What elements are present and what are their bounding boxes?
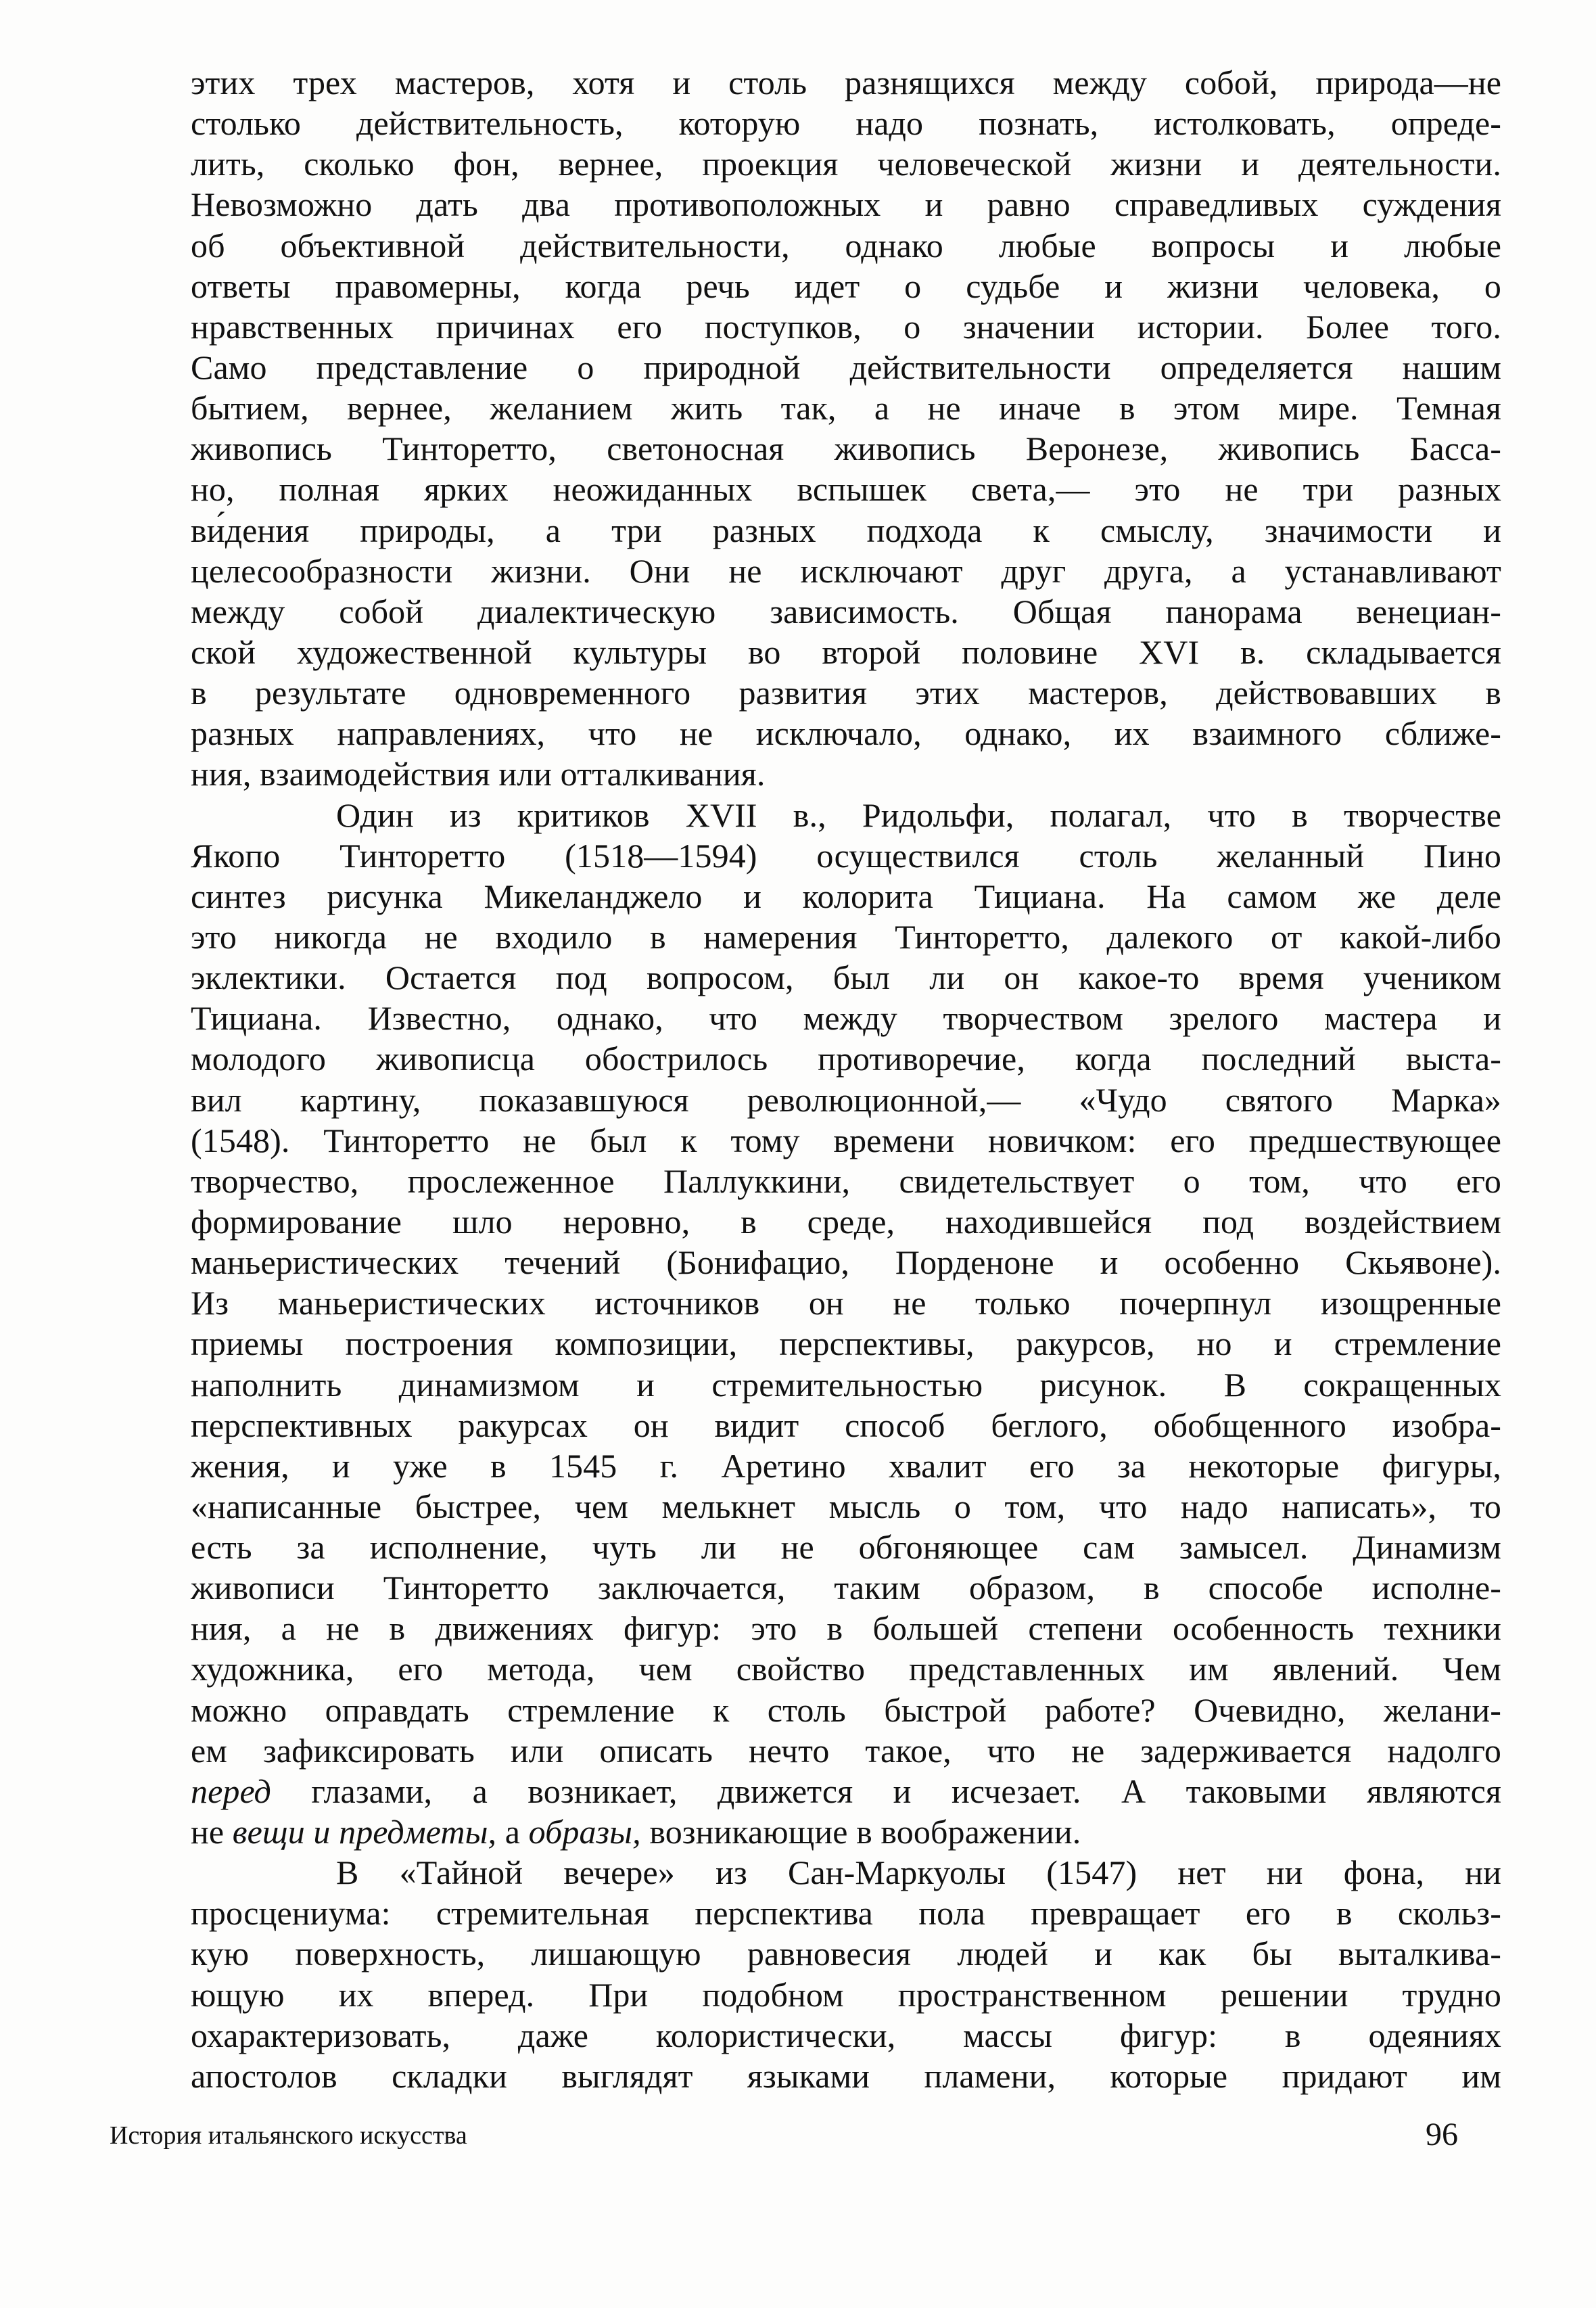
- text-line: [191, 1038, 1501, 1079]
- text-segment: ния, а не в движениях фигур: это в большей степени особенность техники: [191, 1609, 1501, 1648]
- text-line: [191, 1852, 1501, 1893]
- text-line: [191, 1567, 1501, 1608]
- text-segment: не: [191, 1813, 233, 1851]
- text-line: [191, 1283, 1501, 1323]
- text-line: [191, 306, 1501, 347]
- text-line: [191, 510, 1501, 551]
- text-line: [191, 2056, 1501, 2096]
- text-segment: художника, его метода, чем свойство представленных им явлений. Чем: [191, 1650, 1501, 1688]
- text-segment: кую поверхность, лишающую равновесия людей и как бы выталкива-: [191, 1935, 1501, 1973]
- text-line: [191, 1690, 1501, 1730]
- text-line: [191, 672, 1501, 713]
- text-line: [191, 998, 1501, 1038]
- text-line: [191, 551, 1501, 591]
- text-segment: наполнить динамизмом и стремительностью рисунок. В сокращенных: [191, 1365, 1501, 1404]
- text-line: [191, 1242, 1501, 1283]
- text-line: [191, 1405, 1501, 1446]
- text-line: [191, 225, 1501, 266]
- text-segment: но, полная ярких неожиданных вспышек света,— это не три разных: [191, 470, 1501, 509]
- text-segment: приемы построения композиции, перспективы, ракурсов, но и стремление: [191, 1324, 1501, 1363]
- text-line: [191, 143, 1501, 184]
- text-segment: в результате одновременного развития этих мастеров, действовавших в: [191, 674, 1501, 712]
- text-segment: ющую их вперед. При подобном пространственном решении трудно: [191, 1975, 1501, 2014]
- paragraph: [191, 62, 1501, 795]
- text-line: [191, 103, 1501, 143]
- text-segment: вил картину, показавшуюся революционной,— «Чудо святого Марка»: [191, 1080, 1501, 1119]
- text-segment: целесообразности жизни. Они не исключают друг друга, а устанавливают: [191, 551, 1501, 590]
- text-line: [191, 917, 1501, 957]
- text-line: [191, 1323, 1501, 1364]
- text-segment: творчество, прослеженное Паллуккини, свидетельствует о том, что его: [191, 1161, 1501, 1200]
- text-line: [191, 1364, 1501, 1405]
- text-line: [191, 266, 1501, 306]
- text-line: [191, 754, 1501, 794]
- text-segment: «написанные быстрее, чем мелькнет мысль о том, что надо написать», то: [191, 1487, 1501, 1525]
- text-line: [191, 1608, 1501, 1648]
- text-segment: столько действительность, которую надо познать, истолковать, опреде-: [191, 104, 1501, 143]
- text-segment: Из маньеристических источников он не только почерпнул изощренные: [191, 1284, 1501, 1322]
- text-segment: Невозможно дать два противоположных и равно справедливых суждения: [191, 185, 1501, 224]
- text-segment: ви́дения природы, а три разных подхода к смыслу, значимости и: [191, 511, 1501, 549]
- text-line: [191, 632, 1501, 672]
- text-segment: бытием, вернее, желанием жить так, а не иначе в этом мире. Темная: [191, 389, 1501, 428]
- text-line: [191, 1648, 1501, 1689]
- text-line: [191, 1975, 1501, 2015]
- text-segment: Якопо Тинторетто (1518—1594) осуществился столь желанный Пино: [191, 836, 1501, 875]
- text-line: [191, 1080, 1501, 1120]
- text-line: [191, 469, 1501, 509]
- text-line: [191, 1161, 1501, 1201]
- text-segment: (1548). Тинторетто не был к тому времени новичком: его предшествующее: [191, 1121, 1501, 1159]
- text-line: [191, 835, 1501, 876]
- italic-text: вещи и предметы,: [232, 1813, 497, 1851]
- running-footer-title: История итальянского искусства: [110, 2121, 467, 2150]
- text-line: [191, 795, 1501, 835]
- text-line: [191, 1201, 1501, 1242]
- text-segment: Само представление о природной действительности определяется нашим: [191, 348, 1501, 386]
- text-line: [191, 1730, 1501, 1771]
- text-line: [191, 184, 1501, 225]
- text-line: [191, 2015, 1501, 2056]
- text-line: [191, 62, 1501, 103]
- text-segment: живопись Тинторетто, светоносная живопись Веронезе, живопись Басса-: [191, 430, 1501, 468]
- text-line: [191, 428, 1501, 469]
- text-segment: ния, взаимодействия или отталкивания.: [191, 755, 766, 793]
- italic-text: образы,: [528, 1813, 641, 1851]
- italic-text: перед: [191, 1772, 271, 1810]
- text-segment: разных направлениях, что не исключало, однако, их взаимного сближе-: [191, 714, 1501, 753]
- text-line: [191, 1446, 1501, 1486]
- text-segment: живописи Тинторетто заключается, таким образом, в способе исполне-: [191, 1569, 1501, 1607]
- text-line: [191, 876, 1501, 917]
- text-segment: маньеристических течений (Бонифацио, Порденоне и особенно Скьявоне).: [191, 1243, 1501, 1282]
- text-segment: Один из критиков XVII в., Ридольфи, полагал, что в творчестве: [336, 795, 1501, 834]
- text-segment: ской художественной культуры во второй половине XVI в. складывается: [191, 632, 1501, 671]
- text-segment: ем зафиксировать или описать нечто такое, что не задерживается надолго: [191, 1731, 1501, 1770]
- text-segment: возникающие в воображении.: [640, 1813, 1081, 1851]
- text-line: [191, 388, 1501, 428]
- text-segment: синтез рисунка Микеланджело и колорита Тициана. На самом же деле: [191, 877, 1501, 915]
- text-segment: эклектики. Остается под вопросом, был ли он какое-то время учеником: [191, 959, 1501, 997]
- text-line: [191, 1893, 1501, 1933]
- text-segment: это никогда не входило в намерения Тинторетто, далекого от какой-либо: [191, 917, 1501, 956]
- text-segment: охарактеризовать, даже колористически, массы фигур: в одеяниях: [191, 2016, 1501, 2054]
- text-line: [191, 591, 1501, 632]
- paragraph: [191, 795, 1501, 1853]
- body-text: [191, 62, 1501, 2096]
- text-segment: есть за исполнение, чуть ли не обгоняющее сам замысел. Динамизм: [191, 1528, 1501, 1567]
- text-segment: Тициана. Известно, однако, что между творчеством зрелого мастера и: [191, 999, 1501, 1038]
- text-segment: формирование шло неровно, в среде, находившейся под воздействием: [191, 1202, 1501, 1241]
- text-line: [191, 1771, 1501, 1811]
- text-segment: перспективных ракурсах он видит способ беглого, обобщенного изобра-: [191, 1406, 1501, 1444]
- text-line: [191, 1527, 1501, 1567]
- text-line: [191, 1486, 1501, 1527]
- text-segment: просцениума: стремительная перспектива пола превращает его в скольз-: [191, 1894, 1501, 1933]
- text-segment: можно оправдать стремление к столь быстрой работе? Очевидно, желани-: [191, 1690, 1501, 1729]
- text-segment: глазами, а возникает, движется и исчезает. А таковыми являются: [271, 1772, 1501, 1810]
- text-line: [191, 1811, 1501, 1852]
- text-segment: лить, сколько фон, вернее, проекция человеческой жизни и деятельности.: [191, 145, 1501, 183]
- page-number: 96: [1426, 2117, 1458, 2152]
- paragraph: [191, 1852, 1501, 2096]
- text-line: [191, 347, 1501, 388]
- text-segment: об объективной действительности, однако любые вопросы и любые: [191, 226, 1501, 264]
- text-segment: этих трех мастеров, хотя и столь разнящихся между собой, природа—не: [191, 64, 1501, 101]
- text-line: [191, 1120, 1501, 1161]
- text-segment: ответы правомерны, когда речь идет о судьбе и жизни человека, о: [191, 267, 1501, 305]
- text-segment: В «Тайной вечере» из Сан-Маркуолы (1547) нет ни фона, ни: [336, 1853, 1501, 1892]
- text-line: [191, 713, 1501, 754]
- text-segment: а: [496, 1813, 529, 1851]
- text-segment: жения, и уже в 1545 г. Аретино хвалит его за некоторые фигуры,: [191, 1446, 1501, 1485]
- text-line: [191, 957, 1501, 998]
- text-segment: между собой диалектическую зависимость. Общая панорама венециан-: [191, 592, 1501, 630]
- text-segment: нравственных причинах его поступков, о значении истории. Более того.: [191, 307, 1501, 346]
- text-segment: апостолов складки выглядят языками пламени, которые придают им: [191, 2056, 1501, 2095]
- text-segment: молодого живописца обострилось противоречие, когда последний выста-: [191, 1040, 1501, 1078]
- text-line: [191, 1933, 1501, 1974]
